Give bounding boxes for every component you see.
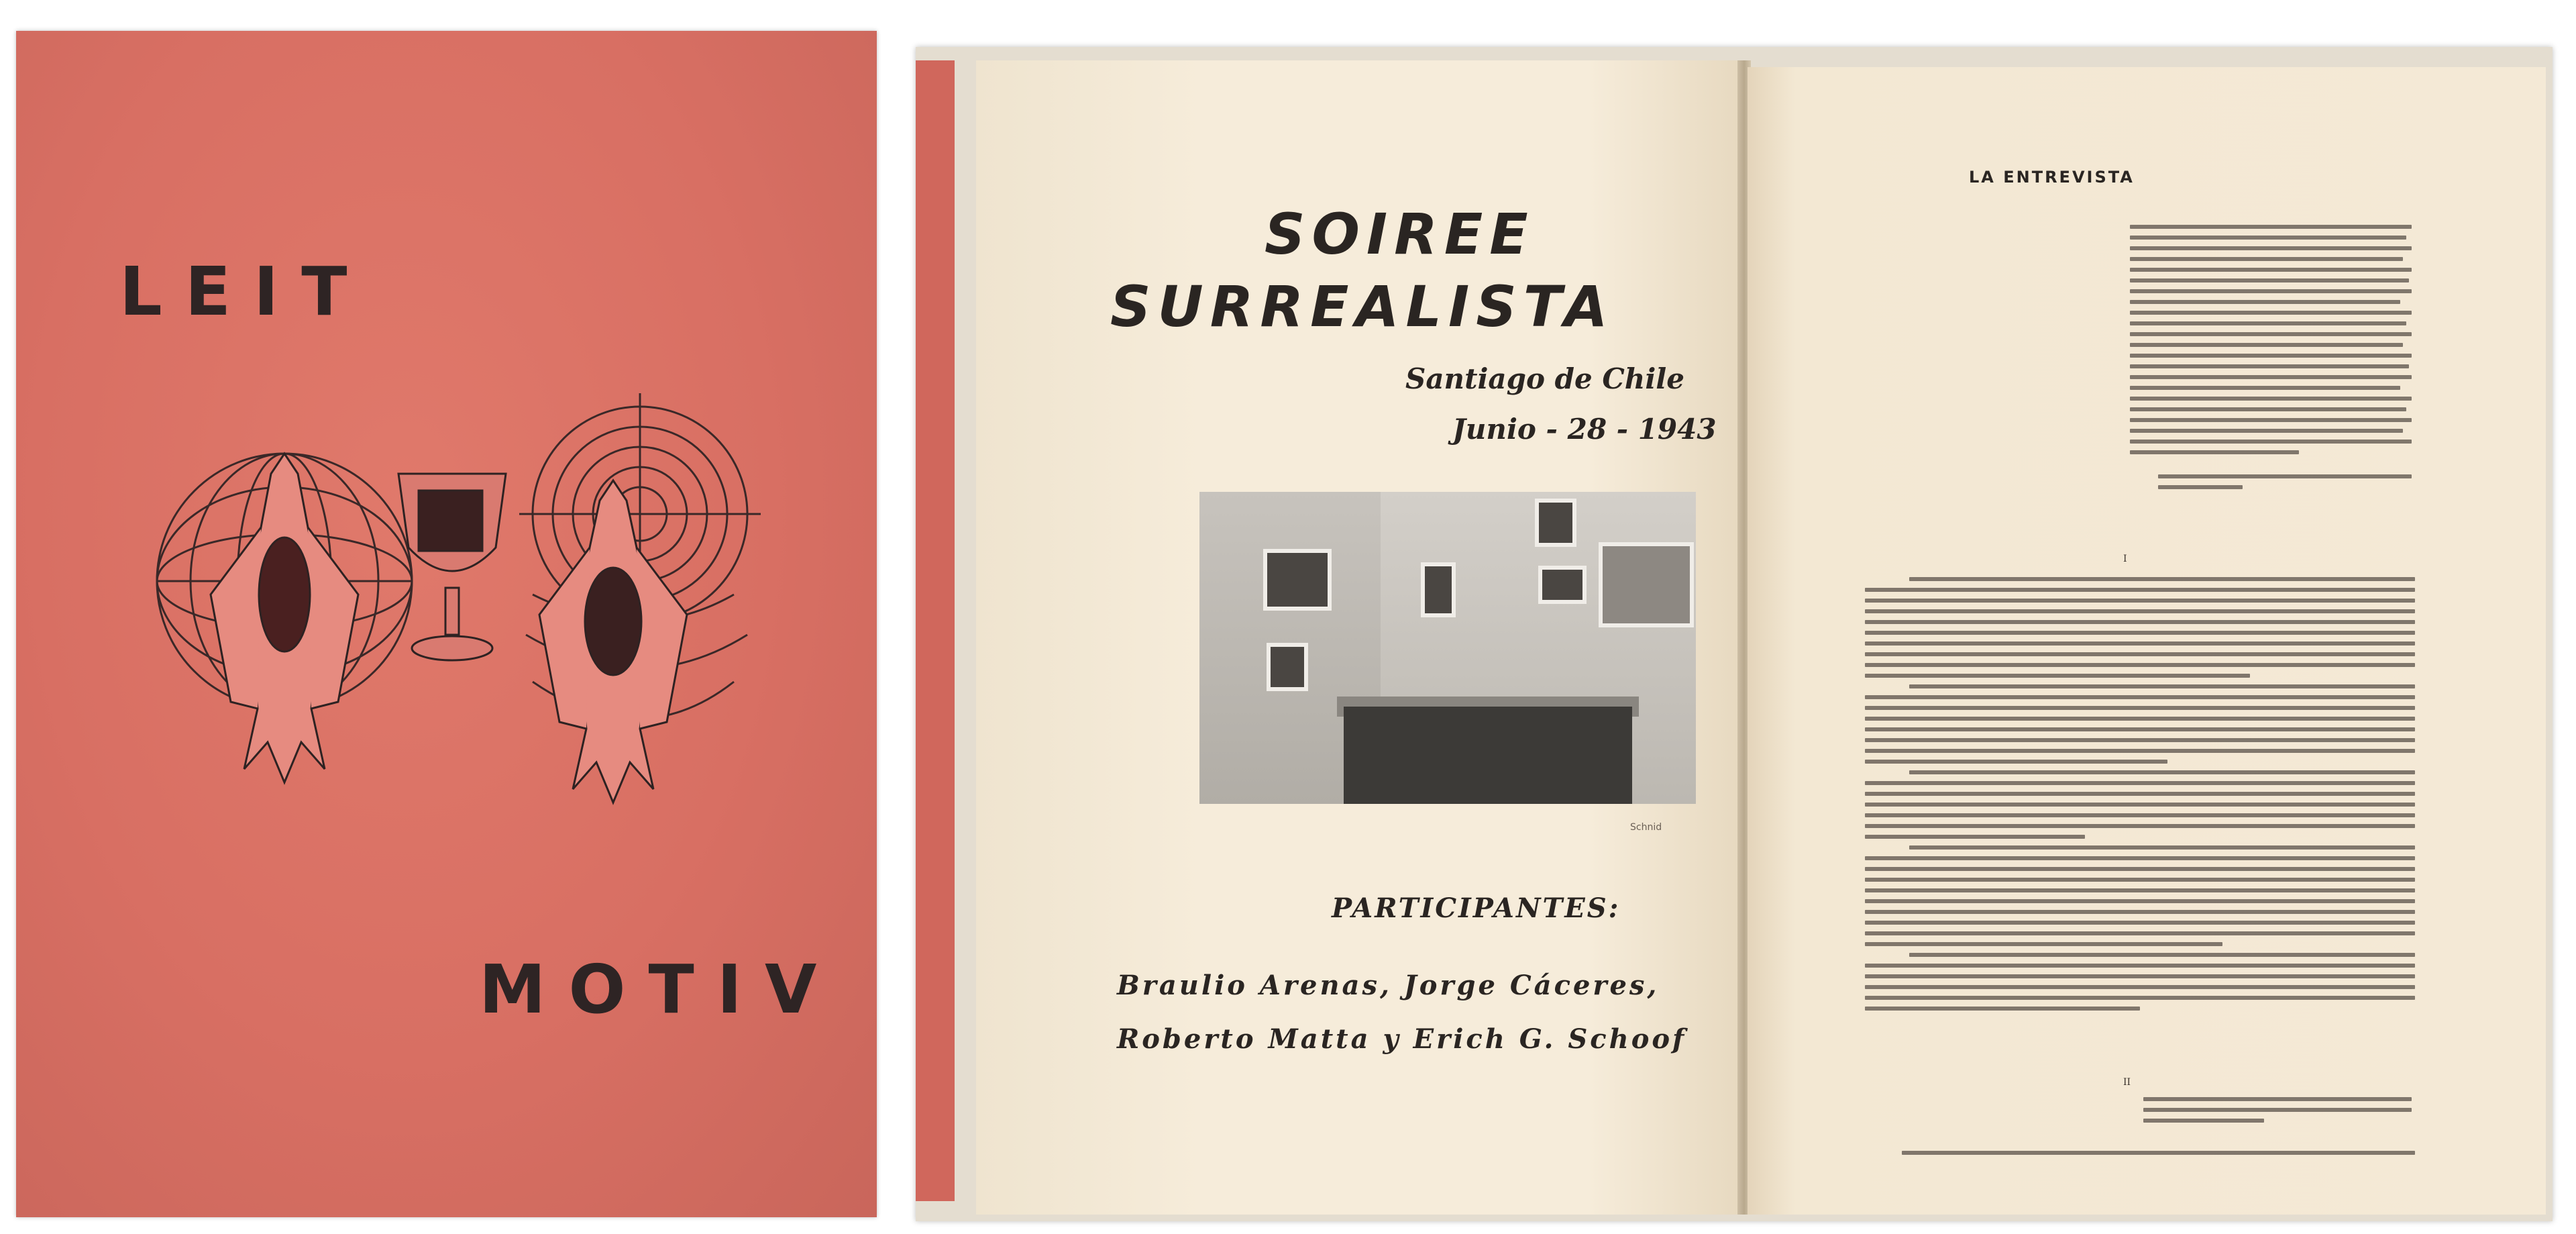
photo-frame (1535, 499, 1576, 547)
section-mark: II (2123, 1077, 2131, 1088)
text-column-upper (2130, 225, 2412, 496)
participants-line: Roberto Matta y Erich G. Schoof (1117, 1023, 1687, 1055)
page-heading-line1: SOIREE (1265, 201, 1535, 267)
open-booklet (916, 47, 2553, 1221)
left-page (976, 60, 1741, 1215)
participants-heading: PARTICIPANTES: (1332, 892, 1621, 924)
photo-frame (1538, 566, 1587, 604)
participants-line: Braulio Arenas, Jorge Cáceres, (1117, 970, 1660, 1001)
cover-title-top: LEIT (119, 252, 370, 331)
photo-credit: Schnid (1630, 822, 1662, 833)
booklet-spine (916, 60, 955, 1201)
photo-frame (1421, 562, 1456, 617)
text-column-main (1865, 577, 2415, 1017)
right-page (1748, 67, 2546, 1215)
text-column-quote (2143, 1097, 2412, 1129)
exhibition-photo (1199, 492, 1696, 804)
two-birds-chalice-target-icon (130, 393, 794, 890)
section-mark: I (2123, 554, 2127, 564)
section-heading: LA ENTREVISTA (1969, 168, 2135, 187)
event-place: Santiago de Chile (1405, 362, 1684, 395)
page-heading-line2: SURREALISTA (1110, 274, 1615, 340)
photo-table (1344, 707, 1632, 804)
cover-title-bottom: MOTIV (479, 950, 840, 1029)
event-date: Junio - 28 - 1943 (1452, 413, 1717, 446)
text-column-bottom (1902, 1151, 2415, 1162)
photo-frame (1599, 542, 1694, 627)
leitmotiv-cover (16, 31, 877, 1217)
photo-frame (1267, 643, 1308, 691)
photo-frame (1263, 549, 1332, 611)
